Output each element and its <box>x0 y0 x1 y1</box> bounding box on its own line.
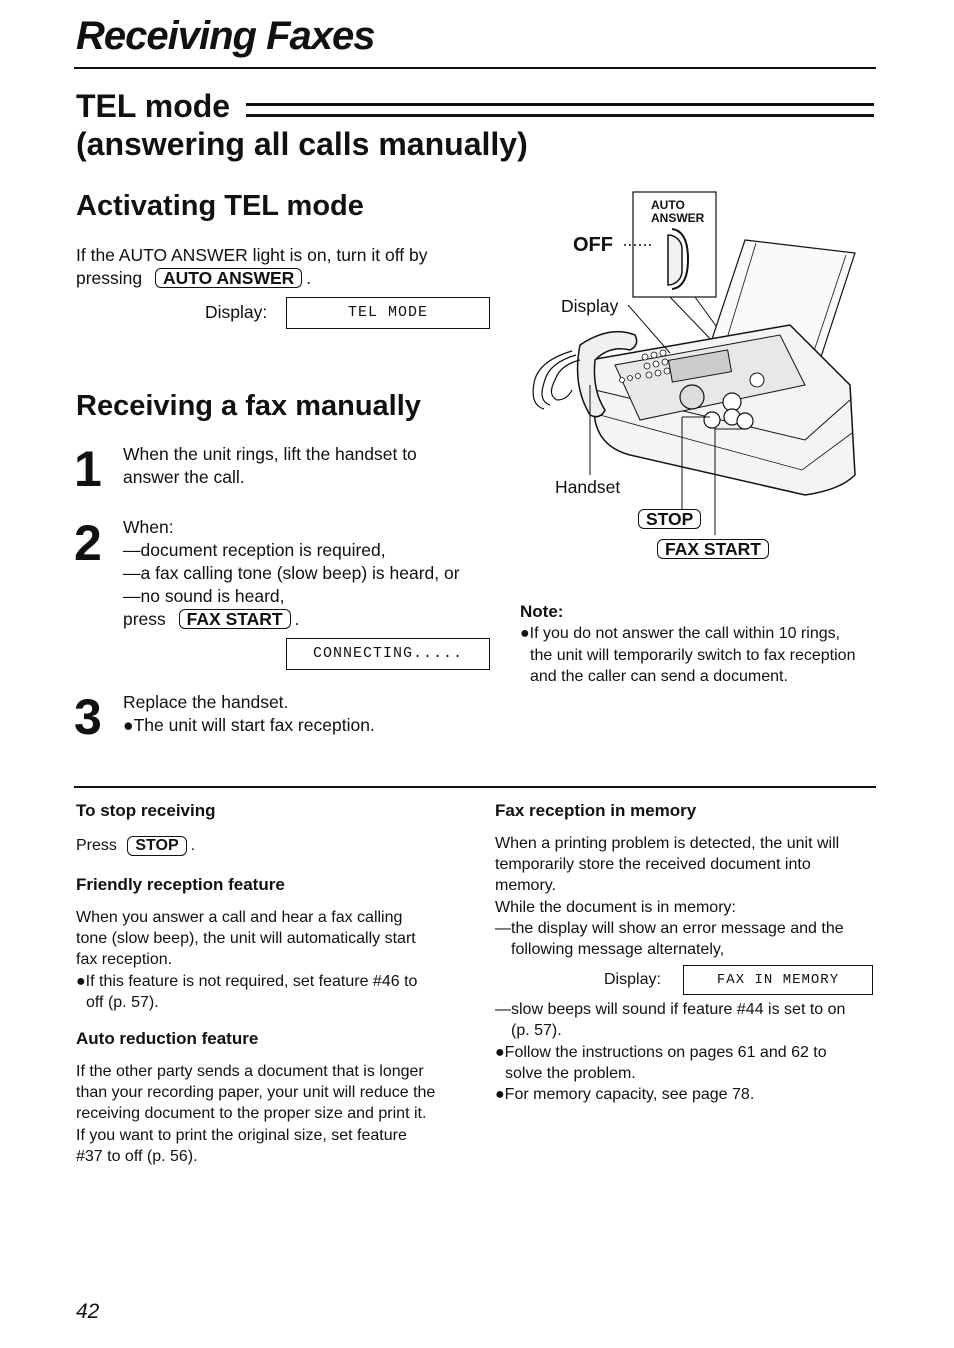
memory-line2: temporarily store the received document into <box>495 856 811 873</box>
step-2-line2: —document reception is required, <box>123 540 386 560</box>
step-2-press: press <box>123 609 166 629</box>
illustration-fax-start-wrap <box>653 538 773 561</box>
section-divider <box>74 786 876 788</box>
friendly-line1: When you answer a call and hear a fax calling <box>76 909 403 926</box>
activating-period: . <box>306 268 312 288</box>
activating-display-label: Display: <box>205 302 268 322</box>
note-line1: ●If you do not answer the call within 10 rings, <box>520 625 841 642</box>
memory-line7: —slow beeps will sound if feature #44 is set to on <box>495 1001 846 1018</box>
title-double-rule <box>246 103 874 117</box>
step-2-line3: —a fax calling tone (slow beep) is heard, or <box>123 563 460 583</box>
memory-line8: (p. 57). <box>511 1022 562 1039</box>
step-2-period: . <box>294 609 300 629</box>
friendly-line4: ●If this feature is not required, set feature #46 to <box>76 973 418 990</box>
stop-receiving-line <box>76 835 195 856</box>
friendly-line5: off (p. 57). <box>86 994 159 1011</box>
step-1-line2: answer the call. <box>123 467 245 487</box>
stop-receiving-period: . <box>190 837 196 854</box>
activating-text-line1: If the AUTO ANSWER light is on, turn it off by <box>76 245 428 265</box>
memory-display-label: Display: <box>604 971 661 988</box>
activating-display-lcd: TEL MODE <box>286 297 490 329</box>
note-title: Note: <box>520 602 564 621</box>
step-2-line4: —no sound is heard, <box>123 586 285 606</box>
auto-reduction-line1: If the other party sends a document that is longer <box>76 1063 424 1080</box>
memory-line5: —the display will show an error message and the <box>495 920 844 937</box>
memory-line1: When a printing problem is detected, the unit will <box>495 835 840 852</box>
page-number: 42 <box>76 1300 100 1323</box>
activating-title: Activating TEL mode <box>76 190 364 222</box>
stop-key: STOP <box>127 836 186 856</box>
page-header-title: Receiving Faxes <box>76 14 375 58</box>
memory-display-lcd: FAX IN MEMORY <box>683 965 873 995</box>
auto-reduction-line4: If you want to print the original size, set feature <box>76 1127 407 1144</box>
friendly-line2: tone (slow beep), the unit will automatically start <box>76 930 416 947</box>
off-label: OFF <box>573 234 613 256</box>
fax-start-key: FAX START <box>179 609 291 629</box>
auto-reduction-line2: than your recording paper, your unit will reduce the <box>76 1084 436 1101</box>
illustration-stop-key-wrap <box>634 508 705 531</box>
auto-answer-line2: ANSWER <box>651 211 705 225</box>
memory-line10: solve the problem. <box>505 1065 636 1082</box>
auto-reduction-line5: #37 to off (p. 56). <box>76 1148 198 1165</box>
note-line3: and the caller can send a document. <box>530 668 788 685</box>
auto-answer-line1: AUTO <box>651 198 685 212</box>
note-line2: the unit will temporarily switch to fax reception <box>530 647 856 664</box>
stop-receiving-title: To stop receiving <box>76 801 216 820</box>
illustration-fax-start-key: FAX START <box>657 539 769 559</box>
memory-line9: ●Follow the instructions on pages 61 and 62 to <box>495 1044 827 1061</box>
auto-answer-callout-label <box>651 199 704 225</box>
memory-title: Fax reception in memory <box>495 801 697 820</box>
step-3-line2: ●The unit will start fax reception. <box>123 715 375 735</box>
header-rule <box>74 67 876 69</box>
auto-answer-key: AUTO ANSWER <box>155 268 302 288</box>
receiving-title: Receiving a fax manually <box>76 390 421 422</box>
connecting-display-lcd: CONNECTING..... <box>286 638 490 670</box>
illustration-handset-label: Handset <box>555 477 621 497</box>
illustration-display-label: Display <box>561 296 619 316</box>
memory-line6: following message alternately, <box>511 941 725 958</box>
step-1-number: 1 <box>74 441 102 497</box>
memory-line3: memory. <box>495 877 557 894</box>
stop-receiving-press: Press <box>76 837 117 854</box>
step-1-line1: When the unit rings, lift the handset to <box>123 444 417 464</box>
step-2-press-line <box>123 608 299 631</box>
memory-line4: While the document is in memory: <box>495 899 736 916</box>
friendly-title: Friendly reception feature <box>76 875 285 894</box>
step-3-number: 3 <box>74 689 102 745</box>
memory-line11: ●For memory capacity, see page 78. <box>495 1086 755 1103</box>
activating-pressing: pressing <box>76 268 143 288</box>
auto-reduction-title: Auto reduction feature <box>76 1029 259 1048</box>
friendly-line3: fax reception. <box>76 951 173 968</box>
step-2-line1: When: <box>123 517 174 537</box>
step-2-number: 2 <box>74 515 102 571</box>
tel-mode-title-line1: TEL mode <box>76 88 231 124</box>
tel-mode-title-line2: (answering all calls manually) <box>76 126 528 162</box>
step-3-line1: Replace the handset. <box>123 692 289 712</box>
illustration-stop-key: STOP <box>638 509 701 529</box>
auto-reduction-line3: receiving document to the proper size and print it. <box>76 1105 427 1122</box>
activating-text-line2 <box>76 267 311 290</box>
